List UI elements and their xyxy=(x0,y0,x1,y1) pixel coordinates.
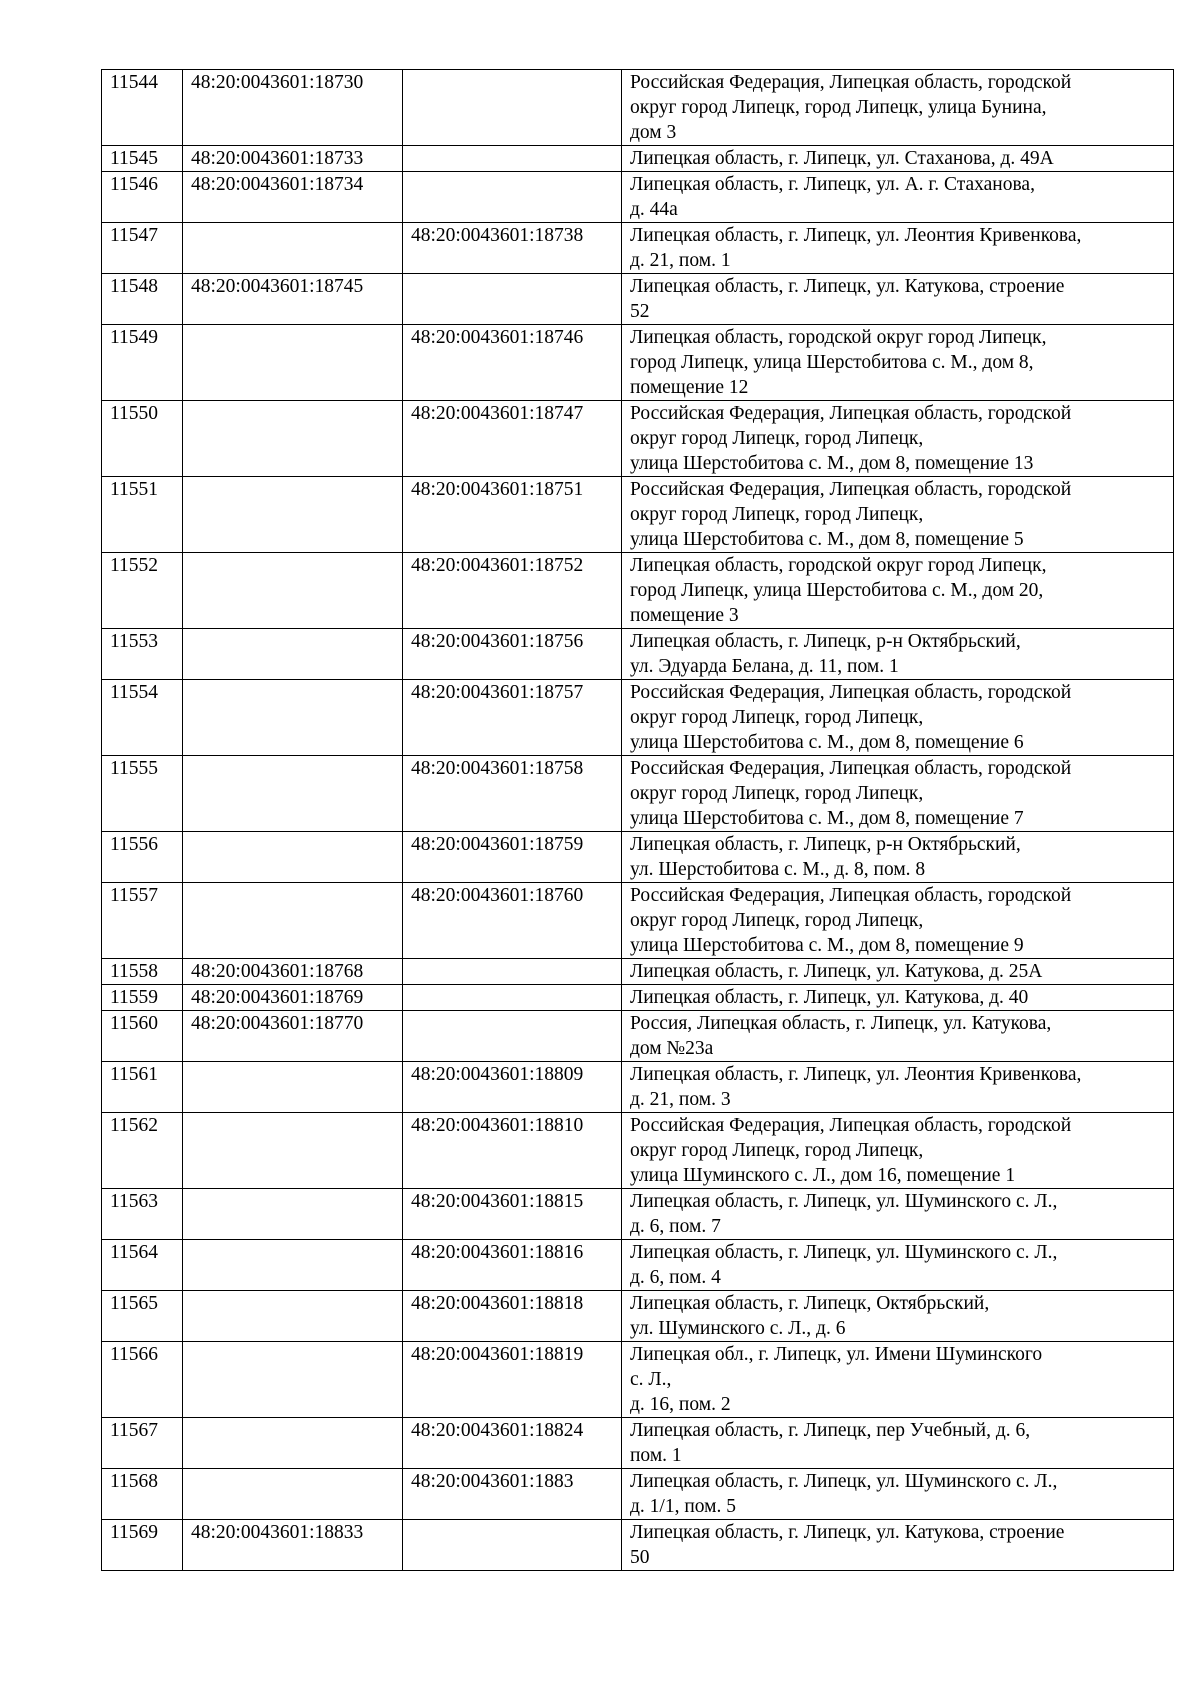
address-cell xyxy=(622,629,1174,680)
row-number-cell: 11546 xyxy=(102,172,183,223)
row-number-cell: 11549 xyxy=(102,325,183,401)
address-cell xyxy=(622,172,1174,223)
address-line: округ город Липецк, город Липецк, xyxy=(630,504,924,525)
address-line: Россия, Липецкая область, г. Липецк, ул. Катукова, xyxy=(630,1013,1052,1034)
parcel-cadastral-number-cell: 48:20:0043601:18745 xyxy=(183,274,403,325)
address-line: улица Шерстобитова с. М., дом 8, помещение 9 xyxy=(630,935,1024,956)
table-row xyxy=(102,223,1174,274)
address-line: Российская Федерация, Липецкая область, городской xyxy=(630,885,1072,906)
address-line: д. 21, пом. 1 xyxy=(630,250,731,271)
parcel-cadastral-number-cell xyxy=(183,477,403,553)
parcel-cadastral-number-cell xyxy=(183,553,403,629)
address-line: Российская Федерация, Липецкая область, городской xyxy=(630,479,1072,500)
parcel-cadastral-number-cell xyxy=(183,1291,403,1342)
address-line: Липецкая область, городской округ город Липецк, xyxy=(630,327,1047,348)
address-line: д. 21, пом. 3 xyxy=(630,1089,731,1110)
parcel-cadastral-number-cell xyxy=(183,401,403,477)
address-line: улица Шерстобитова с. М., дом 8, помещение 7 xyxy=(630,808,1024,829)
parcel-cadastral-number-cell: 48:20:0043601:18833 xyxy=(183,1520,403,1571)
parcel-cadastral-number-cell xyxy=(183,1189,403,1240)
premises-cadastral-number-cell xyxy=(403,274,622,325)
table-row xyxy=(102,1469,1174,1520)
premises-cadastral-number-cell xyxy=(403,1011,622,1062)
address-line: улица Шерстобитова с. М., дом 8, помещение 5 xyxy=(630,529,1024,550)
row-number-cell: 11544 xyxy=(102,70,183,146)
address-cell xyxy=(622,274,1174,325)
address-line: Липецкая область, г. Липецк, ул. Шуминского с. Л., xyxy=(630,1242,1058,1263)
premises-cadastral-number-cell: 48:20:0043601:18751 xyxy=(403,477,622,553)
address-cell xyxy=(622,1418,1174,1469)
address-line: округ город Липецк, город Липецк, xyxy=(630,1140,924,1161)
address-cell xyxy=(622,553,1174,629)
premises-cadastral-number-cell: 48:20:0043601:18756 xyxy=(403,629,622,680)
table-row xyxy=(102,274,1174,325)
premises-cadastral-number-cell: 48:20:0043601:18752 xyxy=(403,553,622,629)
address-cell xyxy=(622,1342,1174,1418)
row-number-cell: 11555 xyxy=(102,756,183,832)
table-row xyxy=(102,172,1174,223)
row-number-cell: 11558 xyxy=(102,959,183,985)
parcel-cadastral-number-cell xyxy=(183,629,403,680)
address-cell xyxy=(622,832,1174,883)
row-number-cell: 11554 xyxy=(102,680,183,756)
address-cell xyxy=(622,1189,1174,1240)
row-number-cell: 11564 xyxy=(102,1240,183,1291)
table-row xyxy=(102,401,1174,477)
parcel-cadastral-number-cell xyxy=(183,680,403,756)
address-cell xyxy=(622,883,1174,959)
parcel-cadastral-number-cell xyxy=(183,1240,403,1291)
table-row xyxy=(102,477,1174,553)
address-line: Липецкая область, г. Липецк, ул. Леонтия Кривенкова, xyxy=(630,225,1082,246)
address-line: округ город Липецк, город Липецк, xyxy=(630,707,924,728)
address-line: Российская Федерация, Липецкая область, городской xyxy=(630,72,1072,93)
premises-cadastral-number-cell xyxy=(403,985,622,1011)
premises-cadastral-number-cell: 48:20:0043601:18758 xyxy=(403,756,622,832)
parcel-cadastral-number-cell xyxy=(183,883,403,959)
table-row xyxy=(102,629,1174,680)
address-line: ул. Шерстобитова с. М., д. 8, пом. 8 xyxy=(630,859,926,880)
parcel-cadastral-number-cell: 48:20:0043601:18730 xyxy=(183,70,403,146)
table-row xyxy=(102,325,1174,401)
parcel-cadastral-number-cell: 48:20:0043601:18733 xyxy=(183,146,403,172)
row-number-cell: 11562 xyxy=(102,1113,183,1189)
premises-cadastral-number-cell: 48:20:0043601:18738 xyxy=(403,223,622,274)
table-row xyxy=(102,553,1174,629)
address-cell xyxy=(622,70,1174,146)
premises-cadastral-number-cell: 48:20:0043601:18824 xyxy=(403,1418,622,1469)
table-row xyxy=(102,756,1174,832)
row-number-cell: 11569 xyxy=(102,1520,183,1571)
table-row xyxy=(102,832,1174,883)
row-number-cell: 11559 xyxy=(102,985,183,1011)
table-row xyxy=(102,1520,1174,1571)
address-line: д. 1/1, пом. 5 xyxy=(630,1496,736,1517)
address-cell xyxy=(622,223,1174,274)
address-cell xyxy=(622,1520,1174,1571)
row-number-cell: 11565 xyxy=(102,1291,183,1342)
parcel-cadastral-number-cell xyxy=(183,1469,403,1520)
row-number-cell: 11568 xyxy=(102,1469,183,1520)
premises-cadastral-number-cell: 48:20:0043601:18760 xyxy=(403,883,622,959)
address-line: 52 xyxy=(630,301,650,322)
address-line: Липецкая область, г. Липецк, ул. Катукова, строение xyxy=(630,276,1065,297)
row-number-cell: 11548 xyxy=(102,274,183,325)
address-line: город Липецк, улица Шерстобитова с. М., дом 20, xyxy=(630,580,1044,601)
address-line: Липецкая область, г. Липецк, ул. Стаханова, д. 49А xyxy=(630,148,1054,169)
address-line: дом 3 xyxy=(630,122,677,143)
address-cell xyxy=(622,1113,1174,1189)
address-line: Российская Федерация, Липецкая область, городской xyxy=(630,403,1072,424)
parcel-cadastral-number-cell xyxy=(183,325,403,401)
address-line: Липецкая обл., г. Липецк, ул. Имени Шуминского xyxy=(630,1344,1043,1365)
row-number-cell: 11560 xyxy=(102,1011,183,1062)
row-number-cell: 11553 xyxy=(102,629,183,680)
premises-cadastral-number-cell xyxy=(403,1520,622,1571)
address-line: помещение 12 xyxy=(630,377,749,398)
address-line: Липецкая область, г. Липецк, ул. Шуминского с. Л., xyxy=(630,1471,1058,1492)
address-cell xyxy=(622,680,1174,756)
row-number-cell: 11545 xyxy=(102,146,183,172)
table-row xyxy=(102,959,1174,985)
row-number-cell: 11547 xyxy=(102,223,183,274)
address-line: д. 6, пом. 7 xyxy=(630,1216,721,1237)
address-line: округ город Липецк, город Липецк, xyxy=(630,910,924,931)
address-line: д. 44а xyxy=(630,199,678,220)
premises-cadastral-number-cell: 48:20:0043601:18759 xyxy=(403,832,622,883)
address-cell xyxy=(622,1291,1174,1342)
premises-cadastral-number-cell xyxy=(403,959,622,985)
address-line: улица Шерстобитова с. М., дом 8, помещение 6 xyxy=(630,732,1024,753)
address-line: Липецкая область, г. Липецк, ул. Катукова, д. 40 xyxy=(630,987,1029,1008)
table-row xyxy=(102,1011,1174,1062)
row-number-cell: 11561 xyxy=(102,1062,183,1113)
premises-cadastral-number-cell xyxy=(403,172,622,223)
premises-cadastral-number-cell: 48:20:0043601:18757 xyxy=(403,680,622,756)
address-cell xyxy=(622,401,1174,477)
address-line: помещение 3 xyxy=(630,605,739,626)
address-cell xyxy=(622,1011,1174,1062)
address-cell xyxy=(622,959,1174,985)
row-number-cell: 11566 xyxy=(102,1342,183,1418)
address-line: Липецкая область, г. Липецк, ул. А. г. Стаханова, xyxy=(630,174,1035,195)
address-cell xyxy=(622,756,1174,832)
address-line: 50 xyxy=(630,1547,650,1568)
parcel-cadastral-number-cell: 48:20:0043601:18770 xyxy=(183,1011,403,1062)
table-row xyxy=(102,1291,1174,1342)
address-cell xyxy=(622,325,1174,401)
address-line: Липецкая область, г. Липецк, ул. Катукова, строение xyxy=(630,1522,1065,1543)
premises-cadastral-number-cell: 48:20:0043601:18815 xyxy=(403,1189,622,1240)
registry-table-body xyxy=(102,70,1174,1571)
parcel-cadastral-number-cell xyxy=(183,756,403,832)
premises-cadastral-number-cell: 48:20:0043601:18747 xyxy=(403,401,622,477)
table-row xyxy=(102,1189,1174,1240)
address-line: округ город Липецк, город Липецк, xyxy=(630,783,924,804)
parcel-cadastral-number-cell xyxy=(183,223,403,274)
address-line: Липецкая область, г. Липецк, пер Учебный, д. 6, xyxy=(630,1420,1031,1441)
table-row xyxy=(102,146,1174,172)
row-number-cell: 11557 xyxy=(102,883,183,959)
address-cell xyxy=(622,1062,1174,1113)
address-line: д. 16, пом. 2 xyxy=(630,1394,731,1415)
address-line: пом. 1 xyxy=(630,1445,682,1466)
premises-cadastral-number-cell: 48:20:0043601:18819 xyxy=(403,1342,622,1418)
address-line: Липецкая область, г. Липецк, ул. Катукова, д. 25А xyxy=(630,961,1043,982)
parcel-cadastral-number-cell xyxy=(183,1418,403,1469)
address-cell xyxy=(622,477,1174,553)
address-line: город Липецк, улица Шерстобитова с. М., дом 8, xyxy=(630,352,1034,373)
address-cell xyxy=(622,985,1174,1011)
parcel-cadastral-number-cell: 48:20:0043601:18734 xyxy=(183,172,403,223)
address-line: Липецкая область, г. Липецк, ул. Леонтия Кривенкова, xyxy=(630,1064,1082,1085)
table-row xyxy=(102,883,1174,959)
address-cell xyxy=(622,1469,1174,1520)
premises-cadastral-number-cell: 48:20:0043601:18746 xyxy=(403,325,622,401)
row-number-cell: 11567 xyxy=(102,1418,183,1469)
address-line: улица Шуминского с. Л., дом 16, помещение 1 xyxy=(630,1165,1016,1186)
row-number-cell: 11563 xyxy=(102,1189,183,1240)
parcel-cadastral-number-cell xyxy=(183,1113,403,1189)
table-row xyxy=(102,1418,1174,1469)
address-line: округ город Липецк, город Липецк, улица Бунина, xyxy=(630,97,1047,118)
row-number-cell: 11552 xyxy=(102,553,183,629)
parcel-cadastral-number-cell xyxy=(183,1062,403,1113)
premises-cadastral-number-cell: 48:20:0043601:18809 xyxy=(403,1062,622,1113)
address-line: Липецкая область, г. Липецк, р-н Октябрьский, xyxy=(630,631,1021,652)
address-line: д. 6, пом. 4 xyxy=(630,1267,721,1288)
row-number-cell: 11550 xyxy=(102,401,183,477)
parcel-cadastral-number-cell xyxy=(183,1342,403,1418)
table-row xyxy=(102,70,1174,146)
address-line: с. Л., xyxy=(630,1369,672,1390)
parcel-cadastral-number-cell xyxy=(183,832,403,883)
address-line: Российская Федерация, Липецкая область, городской xyxy=(630,758,1072,779)
parcel-cadastral-number-cell: 48:20:0043601:18769 xyxy=(183,985,403,1011)
address-line: ул. Шуминского с. Л., д. 6 xyxy=(630,1318,846,1339)
address-line: ул. Эдуарда Белана, д. 11, пом. 1 xyxy=(630,656,899,677)
address-line: Российская Федерация, Липецкая область, городской xyxy=(630,682,1072,703)
premises-cadastral-number-cell: 48:20:0043601:18810 xyxy=(403,1113,622,1189)
address-line: Липецкая область, г. Липецк, ул. Шуминского с. Л., xyxy=(630,1191,1058,1212)
address-cell xyxy=(622,146,1174,172)
premises-cadastral-number-cell xyxy=(403,146,622,172)
table-row xyxy=(102,1062,1174,1113)
address-line: Липецкая область, городской округ город Липецк, xyxy=(630,555,1047,576)
row-number-cell: 11556 xyxy=(102,832,183,883)
table-row xyxy=(102,680,1174,756)
premises-cadastral-number-cell: 48:20:0043601:18816 xyxy=(403,1240,622,1291)
address-cell xyxy=(622,1240,1174,1291)
premises-cadastral-number-cell: 48:20:0043601:1883 xyxy=(403,1469,622,1520)
premises-cadastral-number-cell: 48:20:0043601:18818 xyxy=(403,1291,622,1342)
address-line: Российская Федерация, Липецкая область, городской xyxy=(630,1115,1072,1136)
table-row xyxy=(102,985,1174,1011)
address-line: дом №23а xyxy=(630,1038,714,1059)
table-row xyxy=(102,1240,1174,1291)
cadastral-registry-table xyxy=(101,69,1174,1571)
premises-cadastral-number-cell xyxy=(403,70,622,146)
row-number-cell: 11551 xyxy=(102,477,183,553)
table-row xyxy=(102,1113,1174,1189)
address-line: округ город Липецк, город Липецк, xyxy=(630,428,924,449)
table-row xyxy=(102,1342,1174,1418)
address-line: улица Шерстобитова с. М., дом 8, помещение 13 xyxy=(630,453,1034,474)
parcel-cadastral-number-cell: 48:20:0043601:18768 xyxy=(183,959,403,985)
address-line: Липецкая область, г. Липецк, р-н Октябрьский, xyxy=(630,834,1021,855)
address-line: Липецкая область, г. Липецк, Октябрьский, xyxy=(630,1293,990,1314)
